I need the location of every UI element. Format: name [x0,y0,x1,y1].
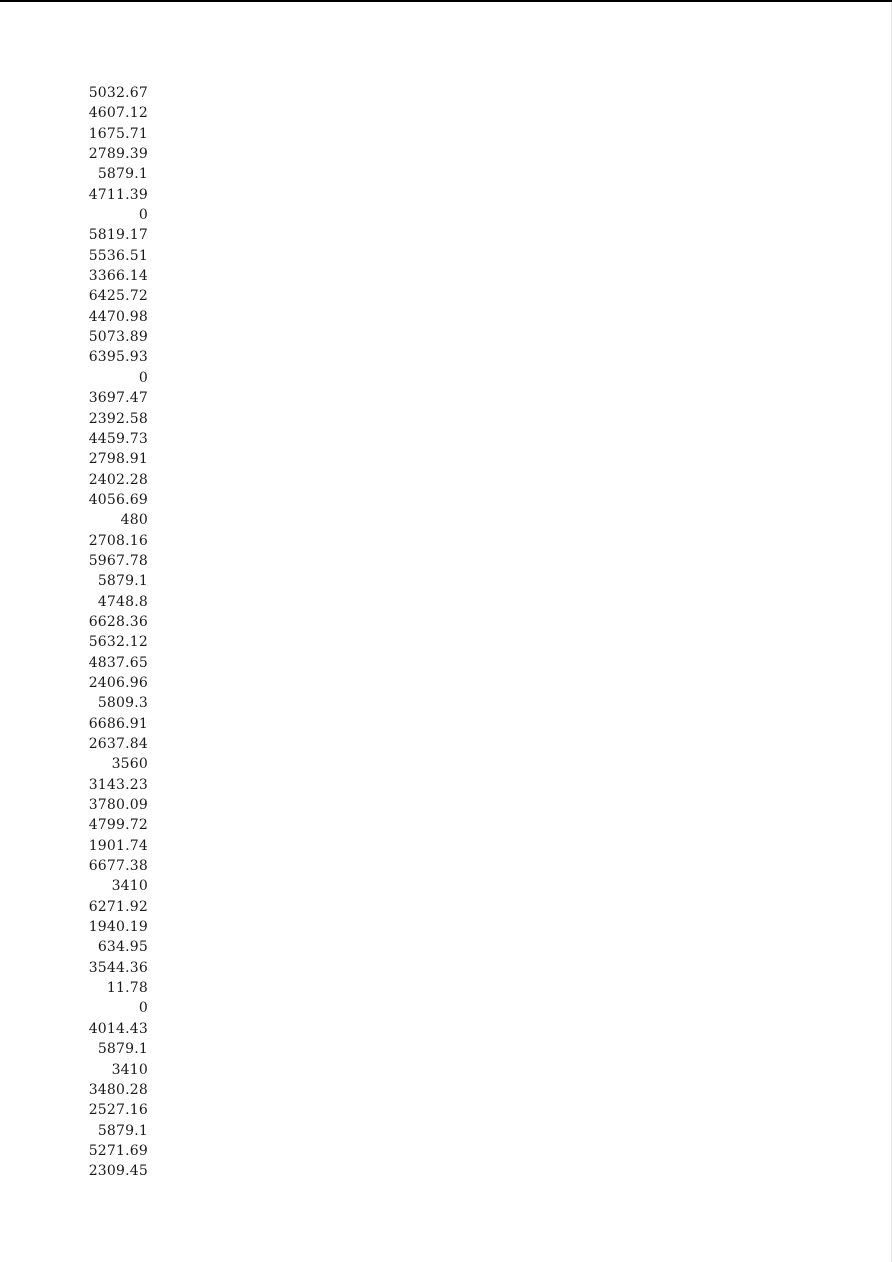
value-cell: 3544.36 [88,959,148,976]
value-cell: 6628.36 [88,613,148,630]
value-cell: 4837.65 [88,654,148,671]
value-cell: 5809.3 [97,695,148,712]
value-cell: 2527.16 [88,1102,148,1119]
value-cell: 0 [138,1000,148,1017]
value-cell: 5967.78 [88,552,148,569]
value-cell: 5819.17 [88,227,148,244]
value-cell: 3410 [111,1061,148,1078]
value-cell: 5879.1 [97,1122,148,1139]
value-cell: 4748.8 [97,593,148,610]
value-cell: 3697.47 [88,390,148,407]
value-cell: 4799.72 [88,817,148,834]
value-cell: 4470.98 [88,308,148,325]
value-cell: 5271.69 [88,1142,148,1159]
value-cell: 6271.92 [88,898,148,915]
value-cell: 2406.96 [88,674,148,691]
value-cell: 2708.16 [88,532,148,549]
value-cell: 0 [138,369,148,386]
value-cell: 2798.91 [88,451,148,468]
value-cell: 1901.74 [88,837,148,854]
value-cell: 5632.12 [88,634,148,651]
value-cell: 2309.45 [88,1163,148,1180]
value-cell: 5879.1 [97,573,148,590]
value-cell: 2637.84 [88,736,148,752]
value-cell: 0 [138,207,148,224]
value-cell: 3366.14 [88,268,148,285]
value-cell: 4607.12 [88,105,148,122]
value-cell: 3560 [111,756,148,773]
value-cell: 5879.1 [97,1041,148,1058]
value-cell: 4056.69 [88,491,148,508]
value-cell: 5032.67 [88,85,148,101]
value-cell: 3480.28 [88,1081,148,1098]
value-cell: 3780.09 [88,797,148,814]
value-cell: 3143.23 [88,776,148,793]
value-cell: 11.78 [106,980,148,997]
value-cell: 4014.43 [88,1020,148,1037]
value-cell: 1940.19 [88,919,148,936]
page-top-border [0,0,892,2]
value-cell: 6395.93 [88,349,148,366]
value-cell: 1675.71 [88,125,148,142]
value-cell: 2392.58 [88,410,148,427]
value-cell: 6677.38 [88,858,148,875]
value-cell: 5073.89 [88,329,148,346]
value-cell: 6686.91 [88,715,148,732]
value-cell: 3410 [111,878,148,895]
value-cell: 634.95 [97,939,148,956]
value-cell: 4459.73 [88,430,148,447]
value-cell: 2402.28 [88,471,148,488]
value-cell: 480 [120,512,148,529]
value-column [60,83,148,1182]
value-cell: 5879.1 [97,166,148,183]
value-cell: 6425.72 [88,288,148,305]
value-cell: 5536.51 [88,247,148,264]
value-cell: 2789.39 [88,146,148,163]
value-cell: 4711.39 [88,186,148,203]
